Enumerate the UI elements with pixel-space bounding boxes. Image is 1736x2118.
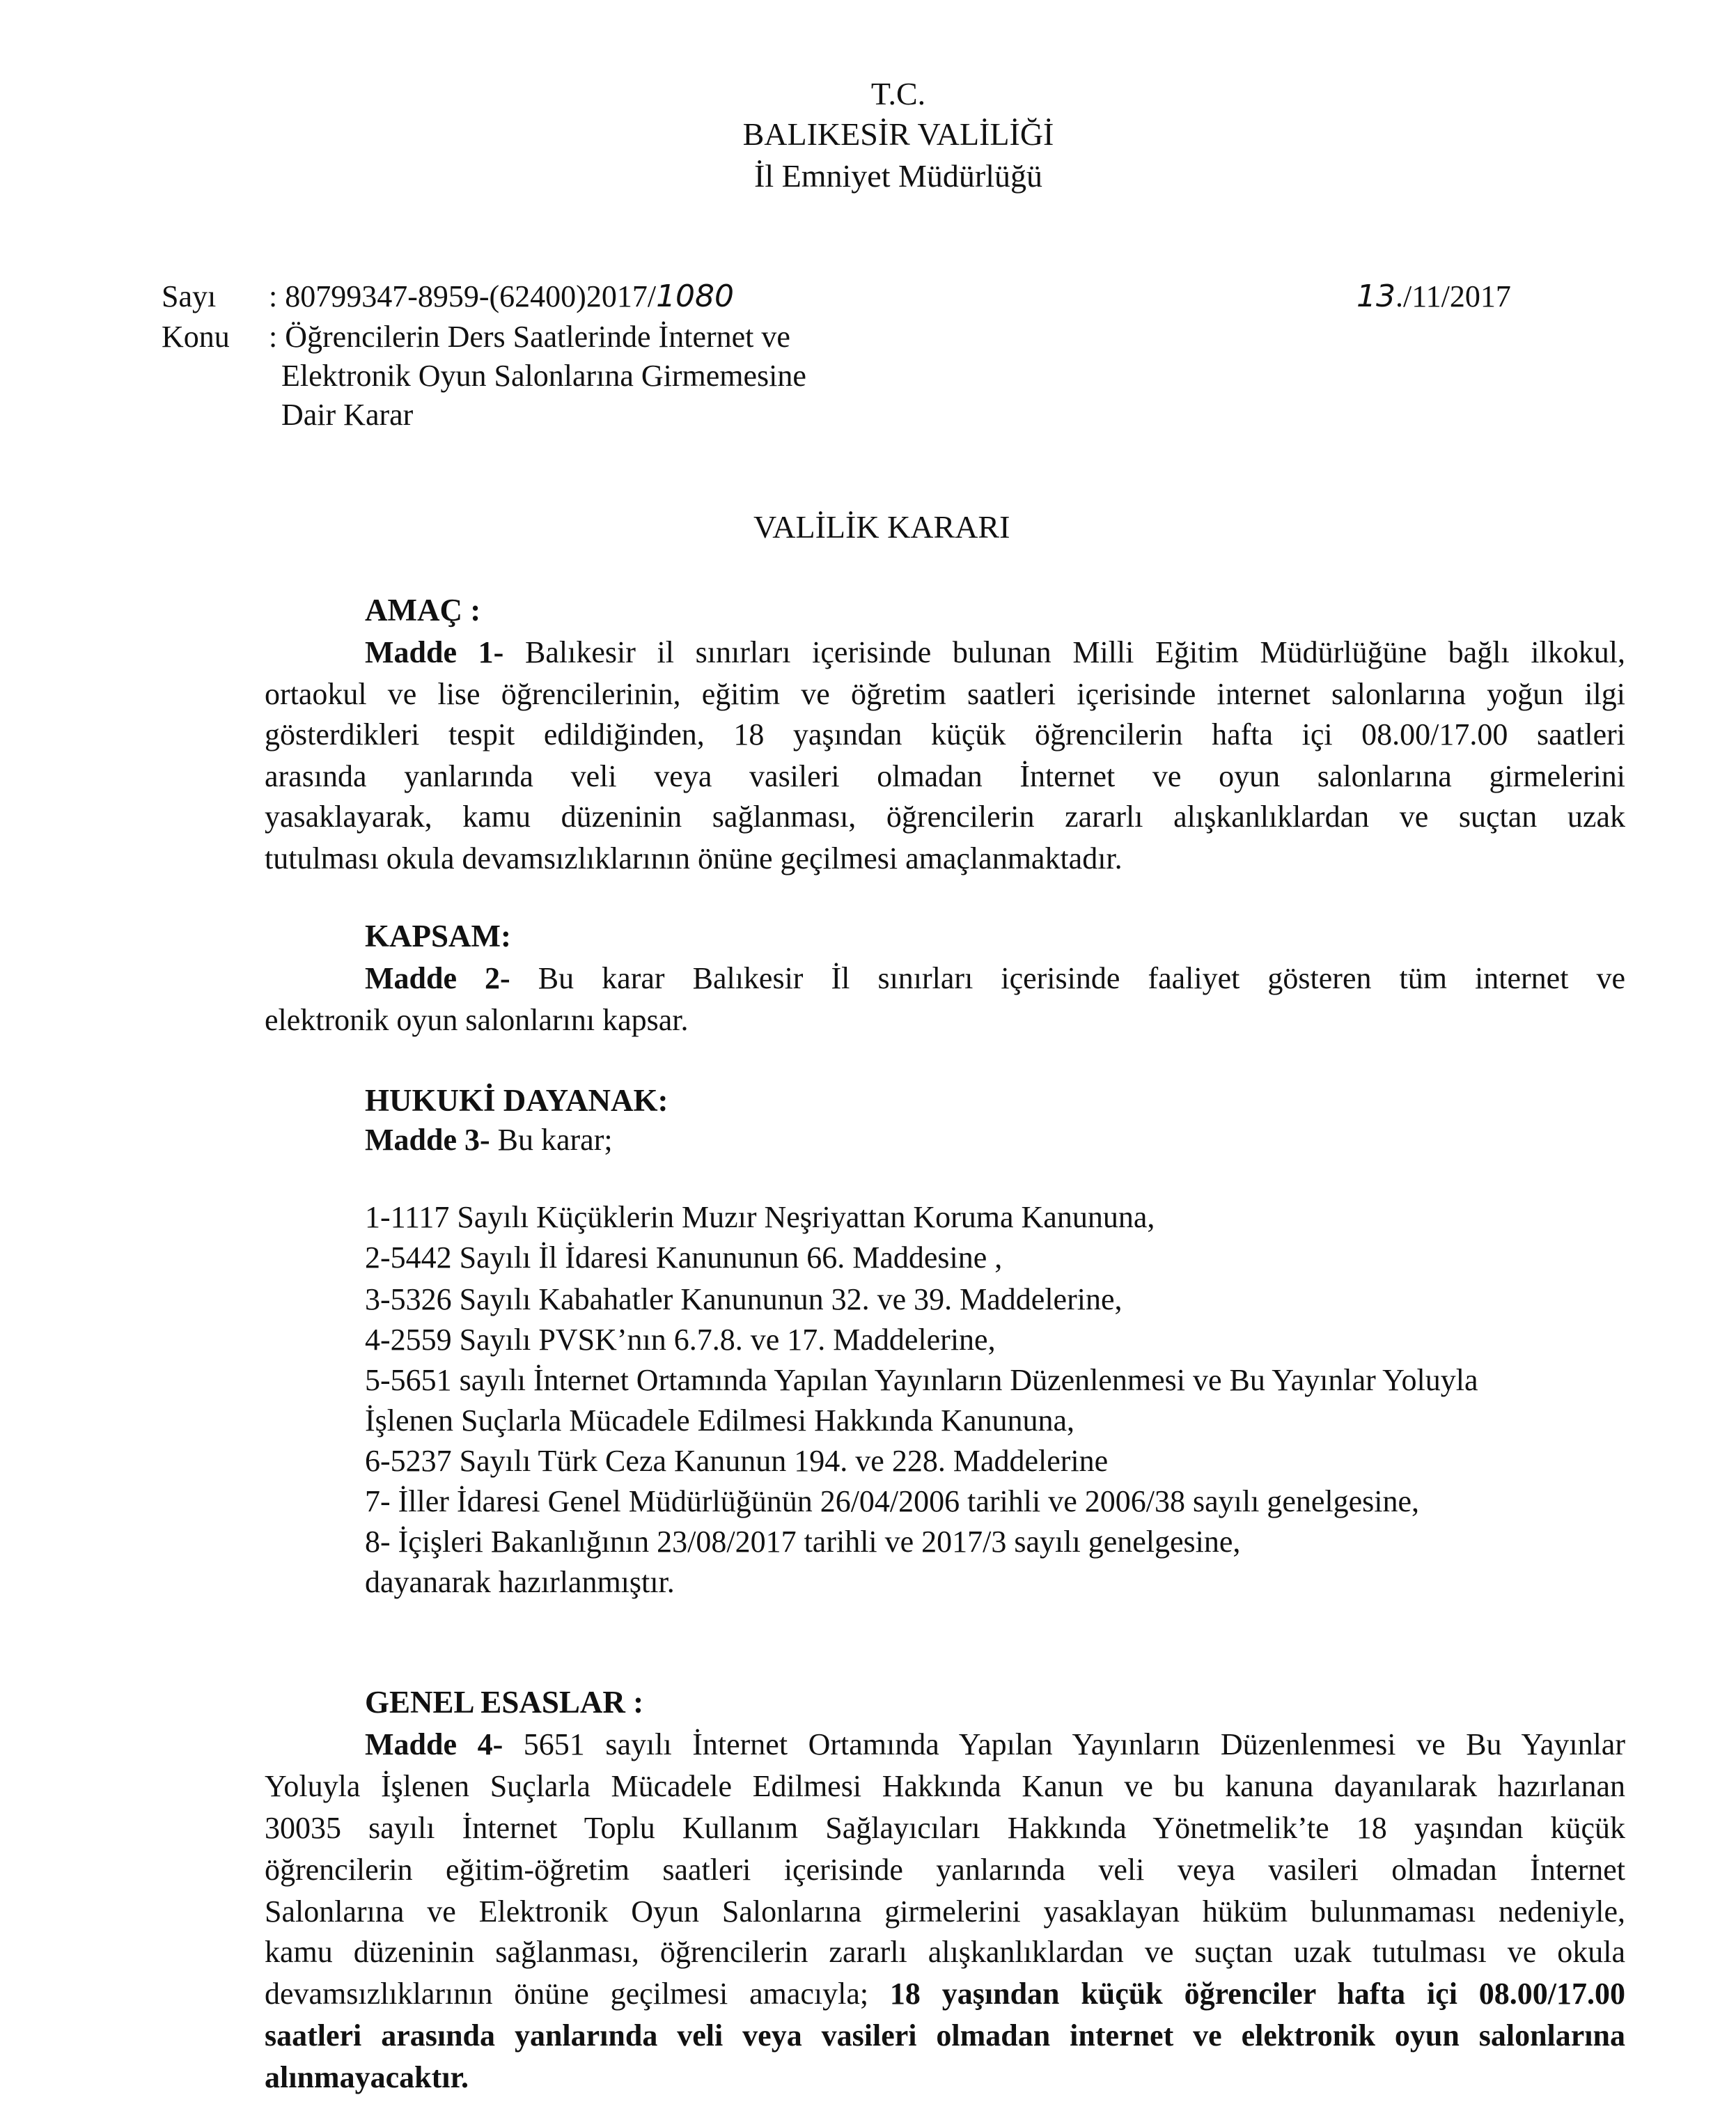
genel-line-4: öğrencilerin eğitim-öğretim saatleri içerisinde yanlarında veli veya vasileri olmadan İnternet	[265, 1853, 1625, 1887]
konu-line-3: Dair Karar	[281, 398, 414, 432]
amac-line-3: gösterdikleri tespit edildiğinden, 18 yaşından küçük öğrencilerin hafta içi 08.00/17.00 saatleri	[265, 717, 1625, 752]
konu-line-2: Elektronik Oyun Salonlarına Girmemesine	[281, 359, 806, 393]
genel-line-7-bold: 18 yaşından küçük öğrenciler hafta içi 08.00/17.00	[889, 1977, 1625, 2011]
amac-line-5: yasaklayarak, kamu düzeninin sağlanması, öğrencilerin zararlı alışkanlıklardan ve suçtan uzak	[265, 800, 1625, 834]
genel-line-5: Salonlarına ve Elektronik Oyun Salonlarına girmelerini yasaklayan hüküm bulunmaması nedeniyle,	[265, 1894, 1625, 1929]
konu-label: Konu	[162, 320, 230, 354]
law-closing: dayanarak hazırlanmıştır.	[365, 1565, 675, 1599]
header-valilik: BALIKESİR VALİLİĞİ	[742, 116, 1054, 152]
sayi-handwritten: 1080	[656, 279, 735, 314]
madde-1-label: Madde 1-	[365, 635, 504, 669]
konu-line-1: : Öğrencilerin Ders Saatlerinde İnternet ve	[269, 320, 790, 354]
kapsam-line-1	[365, 957, 1625, 1000]
law-item-3: 3-5326 Sayılı Kabahatler Kanununun 32. ve 39. Maddelerine,	[365, 1282, 1123, 1316]
date-handwritten-day: 13	[1356, 279, 1395, 314]
genel-line-2: Yoluyla İşlenen Suçlarla Mücadele Edilmesi Hakkında Kanun ve bu kanuna dayanılarak hazırlanan	[265, 1769, 1625, 1803]
law-item-8: 8- İçişleri Bakanlığının 23/08/2017 tarihli ve 2017/3 sayılı genelgesine,	[365, 1525, 1241, 1559]
law-item-7: 7- İller İdaresi Genel Müdürlüğünün 26/04/2006 tarihli ve 2006/38 sayılı genelgesine,	[365, 1484, 1420, 1518]
hukuki-heading: HUKUKİ DAYANAK:	[365, 1083, 668, 1118]
header-mudurluk: İl Emniyet Müdürlüğü	[754, 158, 1042, 194]
genel-heading: GENEL ESASLAR :	[365, 1685, 644, 1720]
madde-3-label: Madde 3-	[365, 1123, 490, 1157]
kapsam-line-2: elektronik oyun salonlarını kapsar.	[265, 1003, 689, 1037]
law-item-1: 1-1117 Sayılı Küçüklerin Muzır Neşriyattan Koruma Kanununa,	[365, 1200, 1155, 1234]
amac-line-6: tutulması okula devamsızlıklarının önüne geçilmesi amaçlanmaktadır.	[265, 841, 1123, 875]
amac-line-1	[365, 631, 1625, 674]
amac-heading: AMAÇ :	[365, 593, 481, 628]
hukuki-intro-text: Bu karar;	[490, 1123, 613, 1157]
law-item-2: 2-5442 Sayılı İl İdaresi Kanununun 66. Maddesine ,	[365, 1240, 1003, 1275]
amac-line-4: arasında yanlarında veli veya vasileri olmadan İnternet ve oyun salonlarına girmelerini	[265, 759, 1625, 793]
genel-line-1	[365, 1723, 1625, 1766]
genel-line-7	[265, 1972, 1625, 2016]
genel-line-7-normal: devamsızlıklarının önüne geçilmesi amacıyla;	[265, 1977, 890, 2011]
sayi-label: Sayı	[162, 279, 217, 313]
hukuki-intro	[365, 1119, 613, 1162]
sayi-value	[269, 279, 734, 314]
amac-line-2: ortaokul ve lise öğrencilerinin, eğitim ve öğretim saatleri içerisinde internet salonlarına yoğun ilgi	[265, 677, 1625, 711]
genel-line-9: alınmayacaktır.	[265, 2060, 469, 2094]
law-item-5-cont: İşlenen Suçlarla Mücadele Edilmesi Hakkında Kanununa,	[365, 1403, 1075, 1438]
madde-2-label: Madde 2-	[365, 961, 510, 995]
madde-4-label: Madde 4-	[365, 1727, 503, 1761]
sayi-number: : 80799347-8959-(62400)2017/	[269, 279, 657, 313]
kapsam-line-1-text: Bu karar Balıkesir İl sınırları içerisinde faaliyet gösteren tüm internet ve	[510, 961, 1626, 995]
decision-title: VALİLİK KARARI	[753, 509, 1010, 545]
genel-line-6: kamu düzeninin sağlanması, öğrencilerin zararlı alışkanlıklardan ve suçtan uzak tutulması ve okula	[265, 1935, 1625, 1969]
law-item-5: 5-5651 sayılı İnternet Ortamında Yapılan Yayınların Düzenlenmesi ve Bu Yayınlar Yoluyla	[365, 1363, 1478, 1397]
genel-line-3: 30035 sayılı İnternet Toplu Kullanım Sağlayıcıları Hakkında Yönetmelik’te 18 yaşından küçük	[265, 1811, 1625, 1845]
genel-line-8: saatleri arasında yanlarında veli veya vasileri olmadan internet ve elektronik oyun salonlarına	[265, 2018, 1625, 2053]
law-item-4: 4-2559 Sayılı PVSK’nın 6.7.8. ve 17. Maddelerine,	[365, 1323, 996, 1357]
date-month-year: ./11/2017	[1395, 279, 1511, 313]
genel-line-1-text: 5651 sayılı İnternet Ortamında Yapılan Yayınların Düzenlenmesi ve Bu Yayınlar	[503, 1727, 1625, 1761]
document-date	[1356, 279, 1511, 314]
kapsam-heading: KAPSAM:	[365, 919, 511, 953]
amac-line-1-text: Balıkesir il sınırları içerisinde bulunan Milli Eğitim Müdürlüğüne bağlı ilkokul,	[503, 635, 1625, 669]
header-tc: T.C.	[870, 76, 926, 111]
law-item-6: 6-5237 Sayılı Türk Ceza Kanunun 194. ve 228. Maddelerine	[365, 1444, 1109, 1478]
